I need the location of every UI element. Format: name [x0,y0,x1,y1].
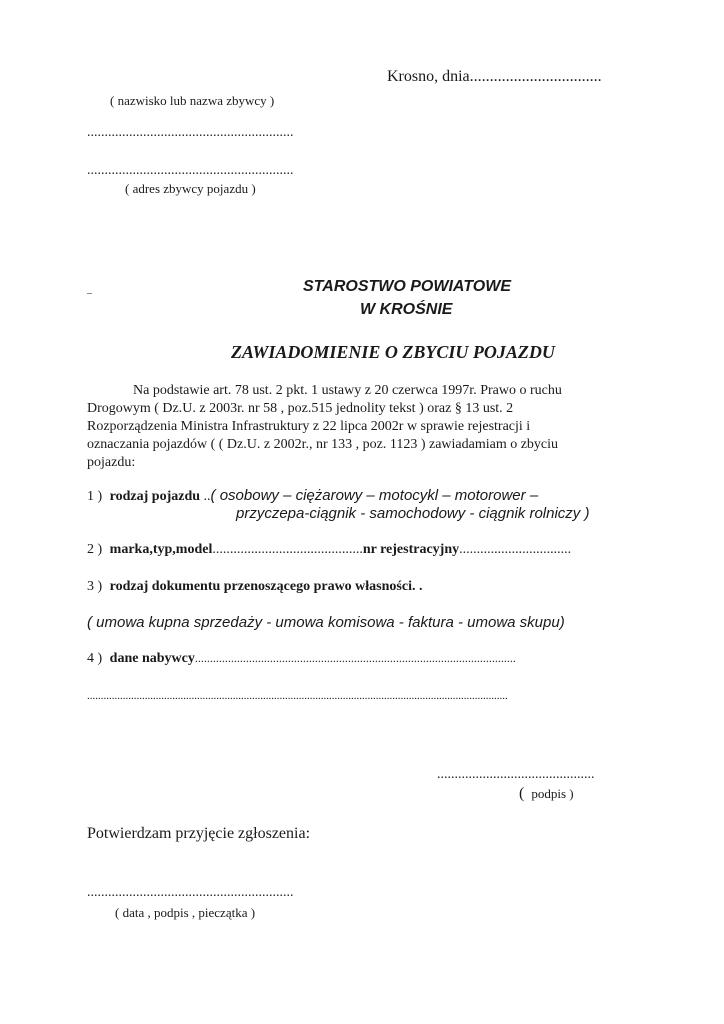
signature-hint [519,785,574,803]
margin-mark: – [87,288,92,299]
intro-line-2: Drogowym ( Dz.U. z 2003r. nr 58 , poz.515 jednolity tekst ) oraz § 13 ust. 2 [87,401,514,416]
item-number: 2 ) [87,542,103,557]
buyer-address-field[interactable]: ........................................................... [87,163,294,178]
vehicle-type-options-1[interactable]: ( osobowy – ciężarowy – motocykl – motorower – [210,487,539,504]
item-label: dane nabywcy [109,651,195,666]
intro-line-3: Rozporządzenia Ministra Infrastruktury z 22 lipca 2002r w sprawie rejestracji i [87,419,531,434]
vehicle-type-options-2[interactable]: przyczepa-ciągnik - samochodowy - ciągnik rolniczy ) [236,505,590,522]
buyer-name-hint: ( nazwisko lub nazwa zbywcy ) [110,93,275,108]
recipient-line-1: STAROSTWO POWIATOWE [303,278,511,295]
confirmation-field[interactable]: ........................................................... [87,885,294,900]
buyer-data-field-line-2[interactable]: ......................................................................................................................................................... [87,690,508,702]
buyer-name-field[interactable]: ........................................................... [87,125,294,140]
intro-line-1: Na podstawie art. 78 ust. 2 pkt. 1 ustawy z 20 czerwca 1997r. Prawo o ruchu [133,383,562,398]
item-make-registration [87,542,571,558]
item-buyer-data [87,651,516,667]
item-label: rodzaj dokumentu przenoszącego prawo własności. . [109,579,423,594]
intro-line-4: oznaczania pojazdów ( ( Dz.U. z 2002r., nr 133 , poz. 1123 ) zawiadamiam o zbyciu [87,437,559,452]
item-number: 3 ) [87,579,103,594]
intro-line-5: pojazdu: [87,455,136,470]
item-vehicle-type [87,487,538,505]
confirmation-hint: ( data , podpis , pieczątka ) [115,905,256,920]
make-label: marka,typ,model [109,542,213,557]
place-date-line[interactable]: Krosno, dnia................................. [387,68,602,85]
item-ownership-document [87,579,422,595]
buyer-address-hint: ( adres zbywcy pojazdu ) [125,181,256,196]
ownership-document-options[interactable]: ( umowa kupna sprzedaży - umowa komisowa - faktura - umowa skupu) [87,614,565,631]
confirmation-text: Potwierdzam przyjęcie zgłoszenia: [87,825,311,842]
signature-hint-paren: ( [519,785,525,802]
item-label: rodzaj pojazdu [109,489,201,504]
make-field[interactable]: ........................................... [212,542,363,557]
registration-field[interactable]: ................................ [459,542,572,557]
recipient-line-2: W KROŚNIE [360,301,453,318]
buyer-data-field[interactable]: ........................................................................................................... [194,651,516,665]
item-number: 4 ) [87,651,103,666]
signature-field[interactable]: ............................................. [437,767,595,782]
item-number: 1 ) [87,489,103,504]
item-dots[interactable]: .. [203,489,211,504]
registration-label: nr rejestracyjny [362,542,460,557]
signature-hint-text: podpis ) [531,786,574,801]
document-title: ZAWIADOMIENIE O ZBYCIU POJAZDU [231,342,555,362]
